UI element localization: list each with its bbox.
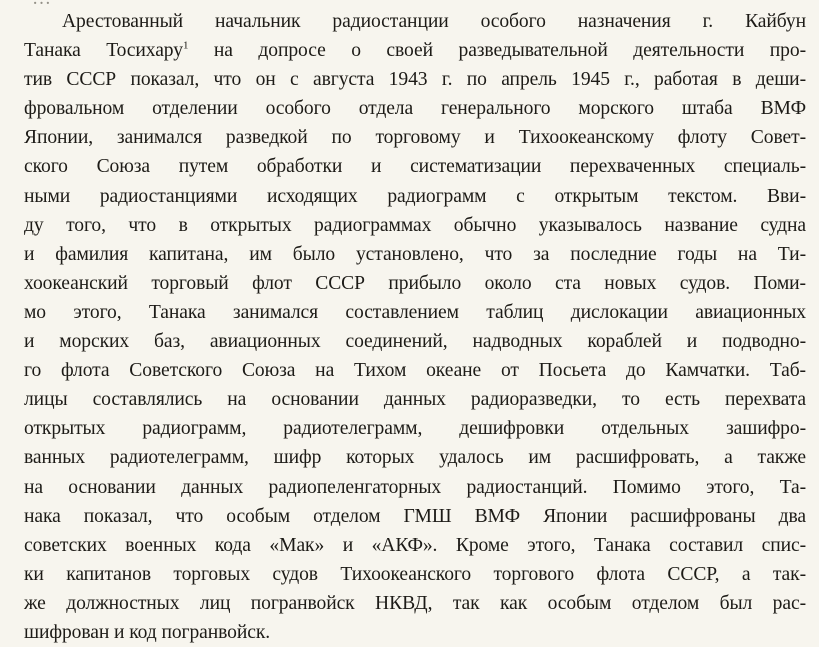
paragraph-line-11: мо этого, Танака занимался составлением таблиц дислокации авиационных (24, 301, 806, 323)
paragraph-line-22: шифрован и код погранвойск. (24, 621, 271, 643)
paragraph-line-12: и морских баз, авиационных соединений, надводных кораблей и подводно- (24, 331, 806, 353)
paragraph-line-3: тив СССР показал, что он с августа 1943 г. по апрель 1945 г., работая в деши- (24, 69, 806, 91)
paragraph-line-15: открытых радиограмм, радиотелеграмм, дешифровки отдельных зашифро- (24, 418, 806, 440)
paragraph-line-16: ванных радиотелеграмм, шифр которых удалось им расшифровать, а также (24, 447, 806, 469)
person-name: Танака Тосихару (24, 40, 183, 62)
paragraph-line-1: Арестованный начальник радиостанции особого назначения г. Кайбун (62, 11, 806, 32)
paragraph-line-17: на основании данных радиопеленгаторных радиостанций. Помимо этого, Та- (24, 476, 806, 498)
paragraph-line-20: ки капитанов торговых судов Тихоокеанского торгового флота СССР, а так- (24, 563, 806, 585)
paragraph-line-8: ду того, что в открытых радиограммах обычно указывалось название судна (24, 214, 806, 236)
paragraph-line-21: же должностных лиц погранвойск НКВД, так как особым отделом был рас- (24, 592, 806, 614)
paragraph-line-6: ского Союза путем обработки и систематизации перехваченных специаль- (24, 156, 806, 178)
line-2-text: на допросе о своей разведывательной деятельности про- (188, 40, 806, 62)
paragraph-line-19: советских военных кода «Мак» и «АКФ». Кроме этого, Танака составил спис- (24, 534, 806, 556)
paragraph-line-18: нака показал, что особым отделом ГМШ ВМФ Японии расшифрованы два (24, 505, 806, 527)
paragraph-line-7: ными радиостанциями исходящих радиограмм с открытым текстом. Вви- (24, 185, 806, 207)
paragraph-line-10: хоокеанский торговый флот СССР прибыло около ста новых судов. Поми- (24, 272, 806, 294)
paragraph-line-2 (24, 36, 806, 65)
footnote-marker: 1 (182, 39, 189, 52)
paragraph-line-14: лицы составлялись на основании данных радиоразведки, то есть перехвата (24, 389, 806, 411)
paragraph-line-9: и фамилия капитана, им было установлено, что за последние годы на Ти- (24, 243, 806, 265)
paragraph-line-4: фровальном отделении особого отдела генерального морского штаба ВМФ (24, 98, 806, 120)
document-paragraph (24, 7, 806, 647)
paragraph-line-13: го флота Советского Союза на Тихом океане от Посьета до Камчатки. Таб- (24, 360, 806, 382)
paragraph-line-5: Японии, занимался разведкой по торговому и Тихоокеанскому флоту Совет- (24, 127, 806, 149)
